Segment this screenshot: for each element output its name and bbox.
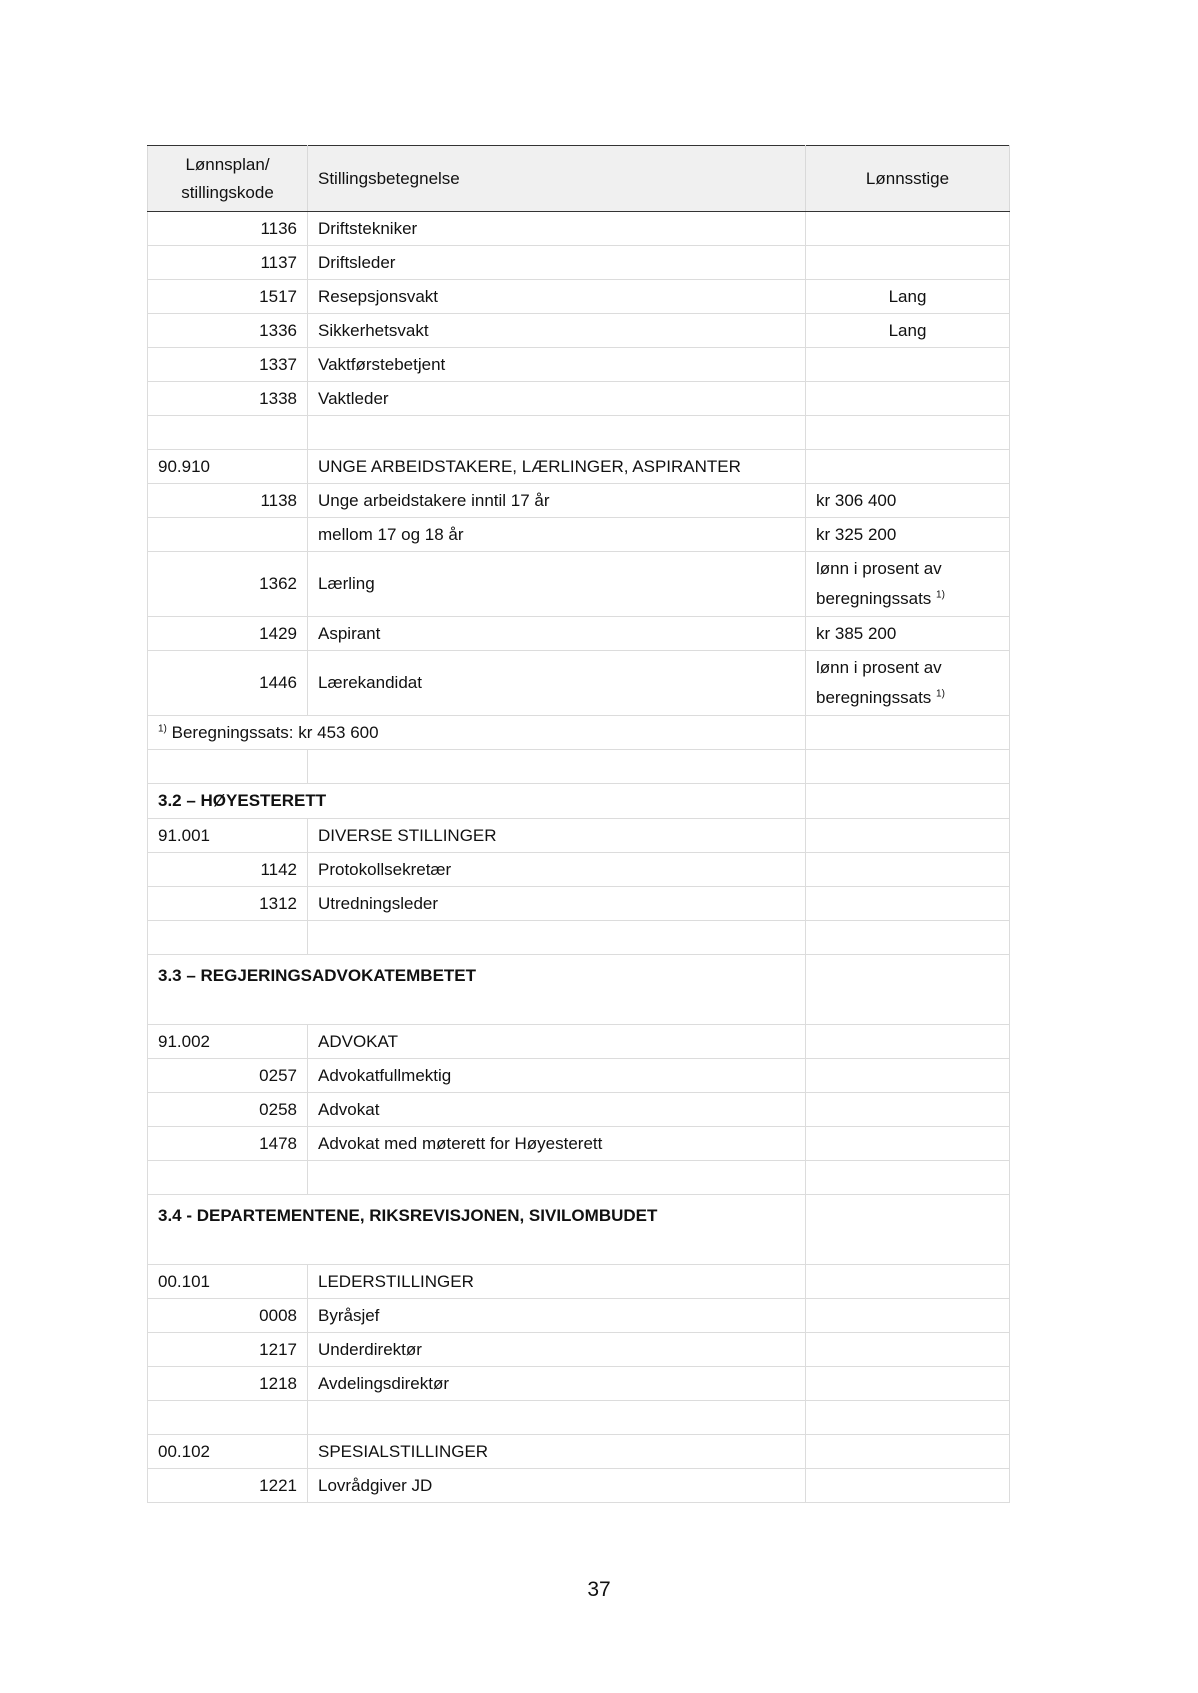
row-title: Advokatfullmektig [308, 1059, 806, 1093]
row-code: 1446 [148, 651, 308, 716]
section-heading: 3.3 – REGJERINGSADVOKATEMBETET [148, 955, 806, 1025]
row-scale [806, 212, 1010, 246]
row-scale [806, 819, 1010, 853]
row-scale: kr 306 400 [806, 484, 1010, 518]
row-scale [806, 1435, 1010, 1469]
row-code [148, 921, 308, 955]
row-title: Lærekandidat [308, 651, 806, 716]
row-code: 0258 [148, 1093, 308, 1127]
header-scale: Lønnsstige [806, 146, 1010, 212]
header-code-line1: Lønnsplan/ [185, 154, 270, 174]
table-row [148, 382, 1010, 416]
scale-line1: lønn i prosent av [816, 559, 942, 578]
scale-line2: beregningssats [816, 589, 932, 608]
row-code: 1217 [148, 1333, 308, 1367]
row-title: Lovrådgiver JD [308, 1469, 806, 1503]
row-scale [806, 1093, 1010, 1127]
group-row [148, 1435, 1010, 1469]
row-scale [806, 1469, 1010, 1503]
row-title: Sikkerhetsvakt [308, 314, 806, 348]
table-row [148, 853, 1010, 887]
row-title: ADVOKAT [308, 1025, 806, 1059]
row-title: Resepsjonsvakt [308, 280, 806, 314]
row-code: 1429 [148, 617, 308, 651]
row-code: 1336 [148, 314, 308, 348]
row-scale [806, 552, 1010, 617]
table-row [148, 246, 1010, 280]
row-code: 1478 [148, 1127, 308, 1161]
table-row [148, 348, 1010, 382]
empty-row [148, 921, 1010, 955]
row-scale [806, 382, 1010, 416]
table-row [148, 887, 1010, 921]
footnote-mark: 1) [936, 688, 945, 700]
row-scale [806, 1333, 1010, 1367]
row-title: DIVERSE STILLINGER [308, 819, 806, 853]
row-code: 1337 [148, 348, 308, 382]
row-code: 1137 [148, 246, 308, 280]
row-title [308, 921, 806, 955]
row-code [148, 416, 308, 450]
salary-plan-table [147, 145, 1010, 1503]
row-scale [806, 450, 1010, 484]
row-title: Underdirektør [308, 1333, 806, 1367]
row-code [148, 750, 308, 784]
empty-row [148, 416, 1010, 450]
table-row [148, 1059, 1010, 1093]
row-code: 1362 [148, 552, 308, 617]
row-title: Avdelingsdirektør [308, 1367, 806, 1401]
row-title: Unge arbeidstakere inntil 17 år [308, 484, 806, 518]
table-row [148, 280, 1010, 314]
table-row [148, 651, 1010, 716]
row-code: 1312 [148, 887, 308, 921]
empty-row [148, 750, 1010, 784]
row-code: 0008 [148, 1299, 308, 1333]
row-title: Protokollsekretær [308, 853, 806, 887]
footnote-text: Beregningssats: kr 453 600 [166, 722, 379, 742]
row-title: Driftstekniker [308, 212, 806, 246]
row-code [148, 518, 308, 552]
scale-line2: beregningssats [816, 688, 932, 707]
row-code: 0257 [148, 1059, 308, 1093]
table-row [148, 212, 1010, 246]
footnote-row [148, 716, 1010, 750]
row-title: Vaktførstebetjent [308, 348, 806, 382]
section-row [148, 955, 1010, 1025]
row-scale: Lang [806, 280, 1010, 314]
section-row [148, 1195, 1010, 1265]
row-title: Advokat [308, 1093, 806, 1127]
row-title: Vaktleder [308, 382, 806, 416]
row-title: Utredningsleder [308, 887, 806, 921]
header-title: Stillingsbetegnelse [308, 146, 806, 212]
row-scale [806, 1265, 1010, 1299]
row-code: 00.101 [148, 1265, 308, 1299]
row-scale [806, 1195, 1010, 1265]
table-row [148, 1469, 1010, 1503]
row-scale: Lang [806, 314, 1010, 348]
table-row [148, 314, 1010, 348]
group-row [148, 450, 1010, 484]
scale-line1: lønn i prosent av [816, 658, 942, 677]
row-code: 1338 [148, 382, 308, 416]
header-code-line2: stillingskode [181, 182, 274, 202]
group-row [148, 1265, 1010, 1299]
row-code: 1517 [148, 280, 308, 314]
row-title: UNGE ARBEIDSTAKERE, LÆRLINGER, ASPIRANTER [308, 450, 806, 484]
table-row [148, 484, 1010, 518]
row-code: 91.002 [148, 1025, 308, 1059]
table-row [148, 1127, 1010, 1161]
row-title: LEDERSTILLINGER [308, 1265, 806, 1299]
row-scale [806, 955, 1010, 1025]
row-scale [806, 1161, 1010, 1195]
row-scale [806, 887, 1010, 921]
row-code: 1218 [148, 1367, 308, 1401]
section-heading: 3.2 – HØYESTERETT [148, 784, 806, 819]
row-title: SPESIALSTILLINGER [308, 1435, 806, 1469]
row-code: 1136 [148, 212, 308, 246]
row-title [308, 1161, 806, 1195]
row-scale [806, 921, 1010, 955]
table-row [148, 1333, 1010, 1367]
row-scale: kr 325 200 [806, 518, 1010, 552]
row-code [148, 1161, 308, 1195]
footnote-mark: 1) [158, 722, 167, 734]
table-row [148, 1367, 1010, 1401]
row-scale [806, 348, 1010, 382]
footnote-mark: 1) [936, 589, 945, 601]
header-code [148, 146, 308, 212]
row-code: 1142 [148, 853, 308, 887]
row-title [308, 1401, 806, 1435]
table-row [148, 552, 1010, 617]
table-row [148, 617, 1010, 651]
row-code [148, 1401, 308, 1435]
row-title: Aspirant [308, 617, 806, 651]
empty-row [148, 1401, 1010, 1435]
footnote [148, 716, 806, 750]
row-scale [806, 1059, 1010, 1093]
row-scale [806, 1127, 1010, 1161]
row-title: Lærling [308, 552, 806, 617]
group-row [148, 819, 1010, 853]
row-scale [806, 853, 1010, 887]
page-number: 37 [587, 1578, 611, 1601]
row-scale [806, 1367, 1010, 1401]
row-code: 1138 [148, 484, 308, 518]
row-scale: kr 385 200 [806, 617, 1010, 651]
row-title: Byråsjef [308, 1299, 806, 1333]
row-scale [806, 750, 1010, 784]
table-row [148, 518, 1010, 552]
empty-row [148, 1161, 1010, 1195]
row-scale [806, 784, 1010, 819]
row-code: 00.102 [148, 1435, 308, 1469]
row-scale [806, 1401, 1010, 1435]
row-code: 91.001 [148, 819, 308, 853]
table-row [148, 1093, 1010, 1127]
row-scale [806, 651, 1010, 716]
row-scale [806, 716, 1010, 750]
row-title: mellom 17 og 18 år [308, 518, 806, 552]
group-row [148, 1025, 1010, 1059]
table-row [148, 1299, 1010, 1333]
row-scale [806, 1025, 1010, 1059]
section-row [148, 784, 1010, 819]
row-scale [806, 416, 1010, 450]
row-title [308, 750, 806, 784]
table-header-row [148, 146, 1010, 212]
row-scale [806, 1299, 1010, 1333]
section-heading: 3.4 - DEPARTEMENTENE, RIKSREVISJONEN, SIVILOMBUDET [148, 1195, 806, 1265]
row-code: 1221 [148, 1469, 308, 1503]
row-title: Advokat med møterett for Høyesterett [308, 1127, 806, 1161]
row-title [308, 416, 806, 450]
row-title: Driftsleder [308, 246, 806, 280]
row-scale [806, 246, 1010, 280]
row-code: 90.910 [148, 450, 308, 484]
